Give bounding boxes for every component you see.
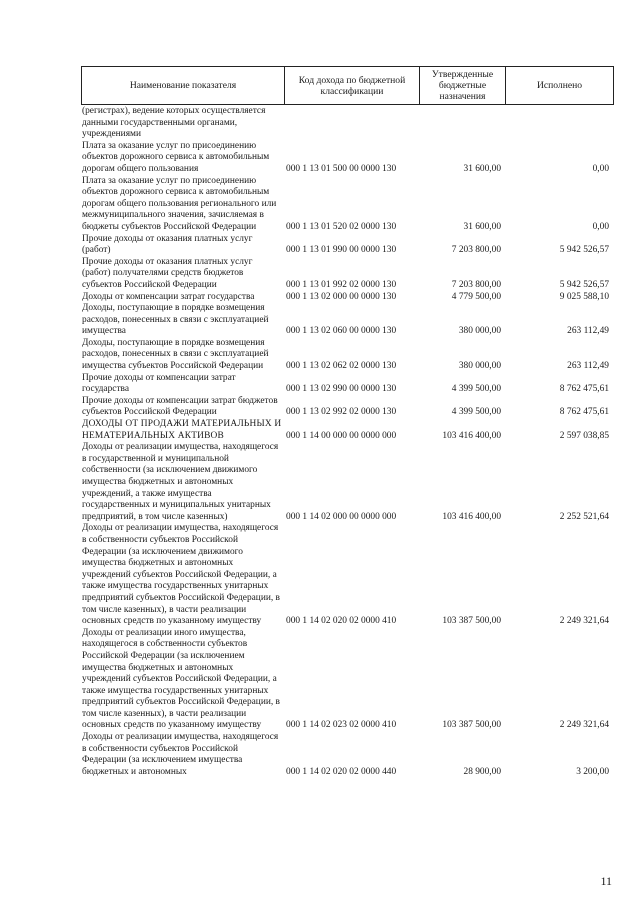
row-name: Доходы от реализации имущества, находящегося в собственности субъектов Российской Федерации (за исключением движимого имущества бюджетных и автономных учреждений субъектов Российской Федерации, а также имущества государственных унитарных предприятий субъектов Российской Федерации, в том числе казенных), в части реализации основных средств по указанному имуществу	[82, 523, 280, 627]
row-code: 000 1 13 01 992 02 0000 130	[286, 279, 397, 290]
row-approved: 380 000,00	[458, 326, 501, 337]
table-header	[81, 66, 614, 105]
row-name: ДОХОДЫ ОТ ПРОДАЖИ МАТЕРИАЛЬНЫХ И НЕМАТЕРИАЛЬНЫХ АКТИВОВ	[82, 419, 282, 441]
row-done: 3 200,00	[576, 766, 609, 777]
row-approved: 31 600,00	[463, 163, 501, 174]
row-done: 8 762 475,61	[559, 407, 609, 418]
column-header-code: Код дохода по бюджетной классификации	[285, 67, 420, 105]
table-row	[82, 292, 612, 304]
row-code: 000 1 13 01 500 00 0000 130	[286, 163, 397, 174]
column-header-approved: Утвержденные бюджетные назначения	[420, 67, 506, 105]
row-code: 000 1 14 02 020 02 0000 440	[286, 766, 397, 777]
row-done: 263 112,49	[567, 361, 609, 372]
row-approved: 380 000,00	[458, 361, 501, 372]
table-row	[82, 628, 612, 732]
row-code: 000 1 13 02 992 02 0000 130	[286, 407, 397, 418]
row-name: Прочие доходы от оказания платных услуг (работ)	[82, 233, 253, 256]
row-done: 263 112,49	[567, 326, 609, 337]
row-approved: 103 387 500,00	[442, 616, 501, 627]
row-name: Доходы от реализации имущества, находящегося в собственности субъектов Российской Федерации (за исключением имущества бюджетных и автономных	[82, 732, 279, 777]
row-code: 000 1 13 02 990 00 0000 130	[286, 384, 397, 395]
row-approved: 7 203 800,00	[451, 245, 501, 256]
row-name: Плата за оказание услуг по присоединению объектов дорожного сервиса к автомобильным дорогам общего пользования регионального или межмуниципального значения, зачисляемая в бюджеты субъектов Российской Федерации	[82, 175, 277, 232]
row-approved: 31 600,00	[463, 221, 501, 232]
table-row	[82, 257, 612, 292]
row-code: 000 1 14 02 000 00 0000 000	[286, 511, 397, 522]
table-body	[82, 106, 612, 778]
row-done: 5 942 526,57	[559, 279, 609, 290]
row-approved: 7 203 800,00	[451, 279, 501, 290]
row-name: Прочие доходы от оказания платных услуг (работ) получателями средств бюджетов субъектов Российской Федерации	[82, 256, 253, 290]
row-name: Прочие доходы от компенсации затрат бюджетов субъектов Российской Федерации	[82, 395, 278, 418]
row-code: 000 1 13 01 990 00 0000 130	[286, 245, 397, 256]
row-code: 000 1 13 02 060 00 0000 130	[286, 326, 397, 337]
row-approved: 103 416 400,00	[442, 511, 501, 522]
table-row	[82, 419, 612, 442]
row-name: (регистрах), ведение которых осуществляется данными государственными органами, учреждениями	[82, 106, 266, 140]
row-code: 000 1 13 01 520 02 0000 130	[286, 221, 397, 232]
table-row	[82, 176, 612, 234]
row-done: 2 249 321,64	[559, 616, 609, 627]
row-done: 0,00	[592, 163, 609, 174]
page-number: 11	[600, 874, 612, 888]
column-header-name: Наименование показателя	[82, 67, 285, 105]
row-code: 000 1 14 00 000 00 0000 000	[286, 430, 397, 441]
row-approved: 4 779 500,00	[451, 291, 501, 302]
table-row	[82, 303, 612, 338]
row-name: Доходы, поступающие в порядке возмещения расходов, понесенных в связи с эксплуатацией имущества субъектов Российской Федерации	[82, 337, 269, 372]
table-row	[82, 732, 612, 778]
table-row	[82, 373, 612, 396]
row-done: 9 025 588,10	[559, 291, 609, 302]
table-row	[82, 106, 612, 141]
row-code: 000 1 14 02 023 02 0000 410	[286, 720, 397, 731]
row-approved: 28 900,00	[463, 766, 501, 777]
column-header-done: Исполнено	[506, 67, 614, 105]
table-row	[82, 338, 612, 373]
row-done: 8 762 475,61	[559, 384, 609, 395]
row-name: Доходы от реализации иного имущества, находящегося в собственности субъектов Российской Федерации (за исключением имущества бюджетных и автономных учреждений субъектов Российской Федерации, а также имущества государственных унитарных предприятий субъектов Российской Федерации, в том числе казенных), в части реализации основных средств по указанному имуществу	[82, 627, 280, 731]
row-code: 000 1 13 02 000 00 0000 130	[286, 291, 397, 302]
table-row	[82, 442, 612, 523]
row-done: 0,00	[592, 221, 609, 232]
row-done: 2 252 521,64	[559, 511, 609, 522]
row-code: 000 1 13 02 062 02 0000 130	[286, 361, 397, 372]
table-row	[82, 141, 612, 176]
row-name: Доходы от компенсации затрат государства	[82, 291, 255, 302]
table-row	[82, 396, 612, 419]
row-done: 5 942 526,57	[559, 245, 609, 256]
row-approved: 4 399 500,00	[451, 407, 501, 418]
row-approved: 103 387 500,00	[442, 720, 501, 731]
table-row	[82, 523, 612, 627]
row-name: Доходы, поступающие в порядке возмещения расходов, понесенных в связи с эксплуатацией имущества	[82, 303, 269, 337]
row-approved: 4 399 500,00	[451, 384, 501, 395]
row-code: 000 1 14 02 020 02 0000 410	[286, 616, 397, 627]
row-name: Доходы от реализации имущества, находящегося в государственной и муниципальной собственности (за исключением движимого имущества бюджетных и автономных учреждений, а также имущества государственных и муниципальных унитарных предприятий, в том числе казенных)	[82, 442, 279, 522]
row-name: Плата за оказание услуг по присоединению объектов дорожного сервиса к автомобильным дорогам общего пользования	[82, 140, 270, 174]
row-approved: 103 416 400,00	[442, 430, 501, 441]
row-done: 2 249 321,64	[559, 720, 609, 731]
row-done: 2 597 038,85	[559, 430, 609, 441]
table-row	[82, 234, 612, 257]
row-name: Прочие доходы от компенсации затрат государства	[82, 372, 236, 395]
